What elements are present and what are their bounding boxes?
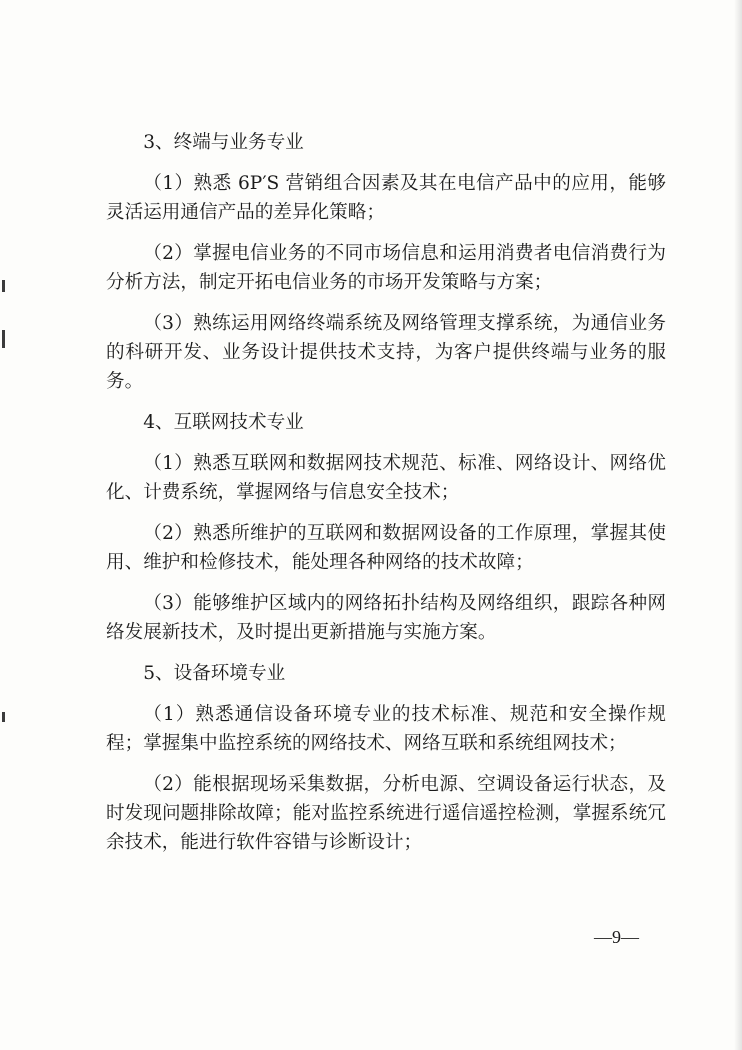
page-number: —9— (594, 927, 639, 947)
scan-edge-shadow (734, 0, 742, 1050)
section-paragraph: （3）熟练运用网络终端系统及网络管理支撑系统，为通信业务的科研开发、业务设计提供技术支持，为客户提供终端与业务的服务。 (106, 313, 666, 392)
section-paragraph: （1）熟悉互联网和数据网技术规范、标准、网络设计、网络优化、计费系统，掌握网络与信息安全技术； (106, 453, 666, 503)
binding-mark-lower (2, 712, 5, 722)
section-paragraph: （1）熟悉 6P′S 营销组合因素及其在电信产品中的应用，能够灵活运用通信产品的差异化策略； (106, 173, 666, 223)
section-terminal-business (106, 128, 666, 396)
section-paragraph: （2）掌握电信业务的不同市场信息和运用消费者电信消费行为分析方法，制定开拓电信业务的市场开发策略与方案； (106, 243, 666, 293)
section-heading: 3、终端与业务专业 (143, 132, 304, 153)
binding-mark-middle (2, 330, 5, 348)
section-paragraph: （3）能够维护区域内的网络拓扑结构及网络组织，跟踪各种网络发展新技术，及时提出更新措施与实施方案。 (106, 593, 666, 643)
section-equipment-environment (106, 659, 666, 857)
document-body (106, 128, 666, 869)
section-paragraph: （2）熟悉所维护的互联网和数据网设备的工作原理，掌握其使用、维护和检修技术，能处理各种网络的技术故障； (106, 523, 666, 573)
section-paragraph: （2）能根据现场采集数据，分析电源、空调设备运行状态，及时发现问题排除故障；能对监控系统进行遥信遥控检测，掌握系统冗余技术，能进行软件容错与诊断设计； (106, 774, 666, 853)
section-paragraph: （1）熟悉通信设备环境专业的技术标准、规范和安全操作规程；掌握集中监控系统的网络技术、网络互联和系统组网技术； (106, 704, 666, 754)
section-heading: 4、互联网技术专业 (143, 412, 304, 433)
section-internet-technology (106, 408, 666, 647)
binding-mark-top (2, 280, 5, 292)
section-heading: 5、设备环境专业 (143, 663, 286, 684)
